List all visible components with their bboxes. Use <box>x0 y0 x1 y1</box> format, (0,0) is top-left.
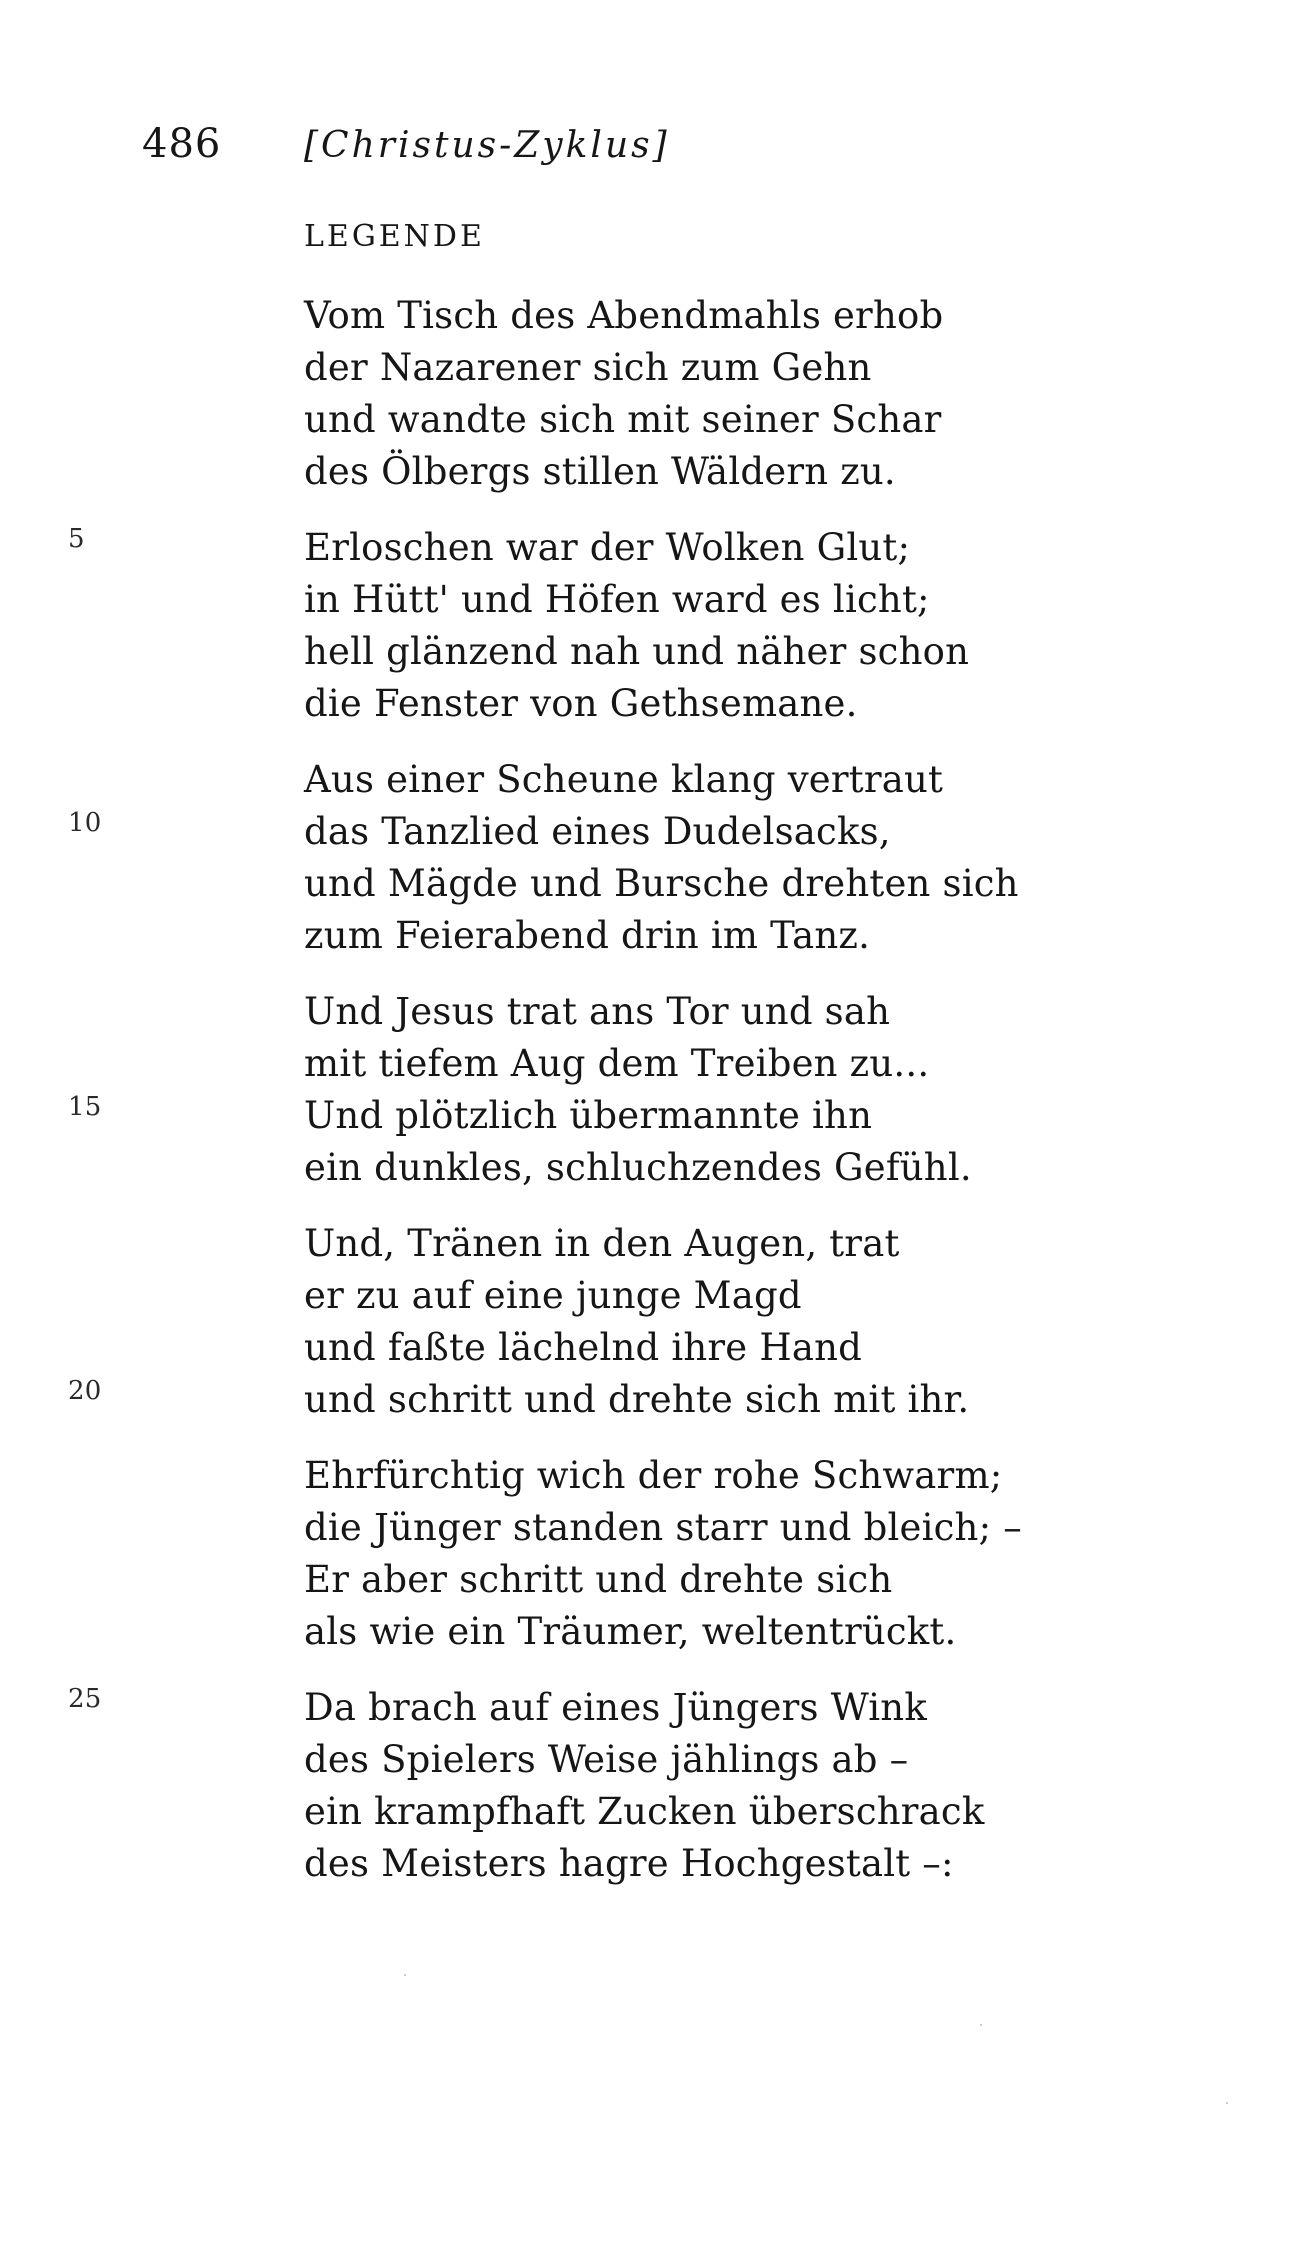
line-text: zum Feierabend drin im Tanz. <box>304 914 871 957</box>
stanza <box>68 1682 1204 1890</box>
poem-body <box>68 290 1204 1914</box>
poem-line <box>304 910 1204 962</box>
poem-line <box>304 1502 1204 1554</box>
poem-line <box>304 1038 1204 1090</box>
line-text: Aus einer Scheune klang vertraut <box>304 758 944 801</box>
page-number: 486 <box>142 121 222 167</box>
line-number: 5 <box>68 524 85 554</box>
page-header <box>0 121 1294 184</box>
poem-line <box>304 986 1204 1038</box>
poem-line <box>304 1554 1204 1606</box>
line-text: und wandte sich mit seiner Schar <box>304 398 942 441</box>
line-text: ein dunkles, schluchzendes Gefühl. <box>304 1146 972 1189</box>
poem-title: LEGENDE <box>304 219 485 254</box>
line-text: ein krampfhaft Zucken überschrack <box>304 1790 985 1833</box>
poem-line <box>304 1606 1204 1658</box>
line-text: Ehrfürchtig wich der rohe Schwarm; <box>304 1454 1003 1497</box>
poem-line <box>68 1682 1204 1734</box>
line-text: der Nazarener sich zum Gehn <box>304 346 872 389</box>
stanza <box>68 986 1204 1194</box>
poem-line <box>68 806 1204 858</box>
line-number: 10 <box>68 808 102 838</box>
poem-line <box>304 1218 1204 1270</box>
stanza <box>68 522 1204 730</box>
stanza <box>304 1450 1204 1658</box>
line-text: die Jünger standen starr und bleich; – <box>304 1506 1022 1549</box>
poem-line <box>304 678 1204 730</box>
running-head: [Christus-Zyklus] <box>304 125 670 166</box>
line-text: Da brach auf eines Jüngers Wink <box>304 1686 927 1729</box>
line-text: Und, Tränen in den Augen, trat <box>304 1222 900 1265</box>
poem-line <box>68 1374 1204 1426</box>
poem-line <box>68 1090 1204 1142</box>
poem-line <box>304 574 1204 626</box>
line-text: Erloschen war der Wolken Glut; <box>304 526 911 569</box>
poem-line <box>304 342 1204 394</box>
poem-line <box>304 1322 1204 1374</box>
line-text: und schritt und drehte sich mit ihr. <box>304 1378 970 1421</box>
poem-line <box>304 858 1204 910</box>
poem-line <box>304 290 1204 342</box>
poem-line <box>304 446 1204 498</box>
line-text: des Ölbergs stillen Wäldern zu. <box>304 450 896 493</box>
line-text: und Mägde und Bursche drehten sich <box>304 862 1019 905</box>
stanza <box>68 1218 1204 1426</box>
poem-line <box>304 1786 1204 1838</box>
poem-line <box>68 522 1204 574</box>
poem-line <box>304 754 1204 806</box>
line-text: und faßte lächelnd ihre Hand <box>304 1326 862 1369</box>
line-text: des Spielers Weise jählings ab – <box>304 1738 909 1781</box>
poem-line <box>304 1270 1204 1322</box>
poem-line <box>304 1142 1204 1194</box>
line-text: das Tanzlied eines Dudelsacks, <box>304 810 891 853</box>
line-text: Und plötzlich übermannte ihn <box>304 1094 873 1137</box>
line-text: Und Jesus trat ans Tor und sah <box>304 990 891 1033</box>
line-text: die Fenster von Gethsemane. <box>304 682 858 725</box>
line-text: mit tiefem Aug dem Treiben zu... <box>304 1042 930 1085</box>
paper-speck <box>980 2024 982 2026</box>
line-text: Er aber schritt und drehte sich <box>304 1558 893 1601</box>
poem-line <box>304 394 1204 446</box>
poem-line <box>304 1734 1204 1786</box>
paper-speck <box>1226 2102 1228 2104</box>
line-number: 20 <box>68 1376 102 1406</box>
line-text: Vom Tisch des Abendmahls erhob <box>304 294 944 337</box>
poem-line <box>304 1450 1204 1502</box>
stanza <box>68 754 1204 962</box>
line-number: 15 <box>68 1092 102 1122</box>
line-text: er zu auf eine junge Magd <box>304 1274 802 1317</box>
line-text: als wie ein Träumer, weltentrückt. <box>304 1610 957 1653</box>
line-number: 25 <box>68 1684 102 1714</box>
stanza <box>304 290 1204 498</box>
line-text: des Meisters hagre Hochgestalt –: <box>304 1842 954 1885</box>
line-text: in Hütt' und Höfen ward es licht; <box>304 578 930 621</box>
poem-line <box>304 626 1204 678</box>
poem-line <box>304 1838 1204 1890</box>
paper-speck <box>404 1974 406 1976</box>
line-text: hell glänzend nah und näher schon <box>304 630 970 673</box>
